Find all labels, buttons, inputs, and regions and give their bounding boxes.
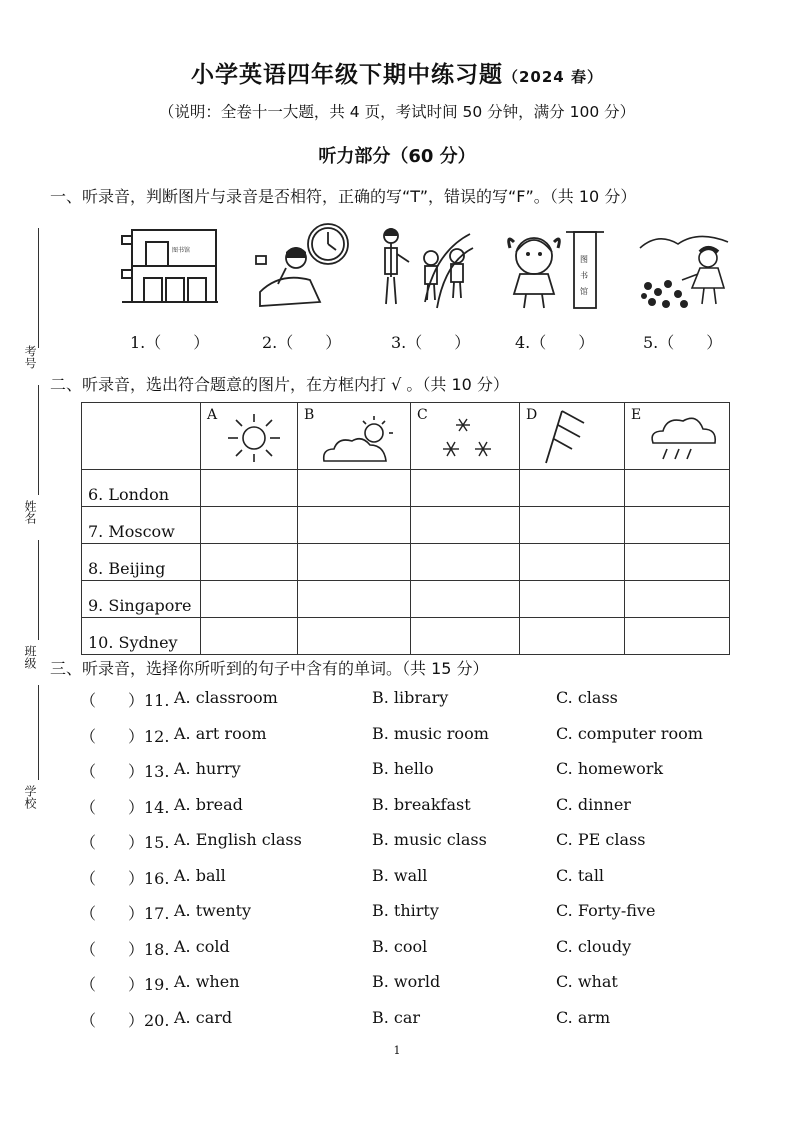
svg-text:书: 书 bbox=[580, 271, 588, 280]
answer-box[interactable] bbox=[520, 618, 625, 655]
option-a: A. ball bbox=[174, 865, 226, 885]
q5-answer[interactable]: 5.（ ） bbox=[643, 333, 723, 352]
column-letter: D bbox=[526, 407, 538, 423]
answer-box[interactable] bbox=[411, 507, 520, 544]
city-label: 6. London bbox=[82, 470, 201, 507]
option-b: B. wall bbox=[372, 865, 428, 885]
option-b: B. music class bbox=[372, 830, 487, 849]
option-c: C. Forty-five bbox=[556, 901, 656, 920]
answer-box[interactable] bbox=[411, 470, 520, 507]
question-number[interactable]: （ ）17. bbox=[80, 904, 170, 923]
snow-icon bbox=[439, 411, 499, 465]
question-number[interactable]: （ ）15. bbox=[80, 833, 170, 852]
answer-box[interactable] bbox=[520, 581, 625, 618]
question-number[interactable]: （ ）13. bbox=[80, 762, 170, 781]
answer-box[interactable] bbox=[201, 581, 298, 618]
option-b: B. world bbox=[372, 972, 441, 991]
girl-library-icon bbox=[500, 222, 605, 314]
answer-box[interactable] bbox=[411, 618, 520, 655]
table-row bbox=[82, 544, 730, 581]
city-label: 9. Singapore bbox=[82, 581, 201, 618]
option-a: A. twenty bbox=[174, 901, 252, 920]
answer-box[interactable] bbox=[298, 507, 411, 544]
two-storey-building-icon bbox=[110, 222, 220, 314]
question-number[interactable]: （ ）20. bbox=[80, 1010, 170, 1030]
section2-heading: 二、听录音，选出符合题意的图片，在方框内打 √ 。（共 10 分） bbox=[50, 375, 509, 394]
answer-box[interactable] bbox=[201, 544, 298, 581]
table-row bbox=[82, 581, 730, 618]
question-number[interactable]: （ ）11. bbox=[80, 691, 170, 710]
margin-line bbox=[38, 685, 39, 780]
answer-box[interactable] bbox=[625, 581, 730, 618]
question-row bbox=[80, 759, 720, 783]
answer-box[interactable] bbox=[625, 544, 730, 581]
margin-line bbox=[38, 228, 39, 348]
question-row bbox=[80, 972, 720, 996]
column-letter: A bbox=[207, 407, 218, 423]
q3-answer[interactable]: 3.（ ） bbox=[391, 333, 471, 352]
question-row bbox=[80, 937, 720, 961]
weather-table bbox=[81, 402, 730, 655]
option-c: C. class bbox=[556, 688, 618, 707]
option-c: C. PE class bbox=[556, 830, 646, 849]
section3-heading: 三、听录音，选择你所听到的句子中含有的单词。（共 15 分） bbox=[50, 659, 489, 678]
windy-flag-icon bbox=[542, 407, 598, 465]
teacher-students-icon bbox=[375, 222, 475, 314]
option-a: A. English class bbox=[174, 830, 302, 849]
margin-line bbox=[38, 385, 39, 495]
option-c: C. computer room bbox=[556, 723, 703, 743]
q1-answer[interactable]: 1.（ ） bbox=[130, 333, 210, 352]
answer-box[interactable] bbox=[625, 618, 730, 655]
option-c: C. tall bbox=[556, 865, 605, 885]
option-b: B. car bbox=[372, 1007, 421, 1027]
option-b: B. music room bbox=[372, 723, 489, 743]
title-year: （2024 春） bbox=[503, 68, 603, 86]
svg-text:馆: 馆 bbox=[580, 287, 588, 296]
answer-box[interactable] bbox=[520, 544, 625, 581]
answer-box[interactable] bbox=[298, 618, 411, 655]
answer-box[interactable] bbox=[298, 581, 411, 618]
question-number[interactable]: （ ）16. bbox=[80, 868, 170, 888]
question-number[interactable]: （ ）18. bbox=[80, 939, 170, 959]
instructions-note: （说明：全卷十一大题，共 4 页，考试时间 50 分钟，满分 100 分） bbox=[158, 103, 636, 121]
question-number[interactable]: （ ）12. bbox=[80, 726, 170, 746]
option-b: B. cool bbox=[372, 936, 428, 956]
answer-box[interactable] bbox=[411, 581, 520, 618]
listening-part-title: 听力部分（60 分） bbox=[318, 146, 476, 167]
answer-box[interactable] bbox=[201, 618, 298, 655]
option-a: A. bread bbox=[174, 794, 243, 814]
column-letter: E bbox=[631, 407, 642, 423]
city-label: 7. Moscow bbox=[82, 507, 201, 544]
svg-text:图: 图 bbox=[580, 255, 588, 264]
side-label-class: 班级 bbox=[23, 645, 37, 669]
page-number: 1 bbox=[393, 1044, 401, 1057]
svg-text:图书馆: 图书馆 bbox=[172, 247, 191, 254]
city-label: 10. Sydney bbox=[82, 618, 201, 655]
header-cell-e bbox=[625, 403, 730, 470]
city-label: 8. Beijing bbox=[82, 544, 201, 581]
header-cell-a bbox=[201, 403, 298, 470]
answer-box[interactable] bbox=[298, 544, 411, 581]
table-row bbox=[82, 618, 730, 655]
side-label-exam-no: 考号 bbox=[23, 345, 37, 369]
header-cell-c bbox=[411, 403, 520, 470]
rain-cloud-icon bbox=[647, 411, 719, 465]
page-title bbox=[0, 56, 794, 89]
section1-heading: 一、听录音，判断图片与录音是否相符，正确的写“T”，错误的写“F”。（共 10 分） bbox=[50, 187, 637, 206]
sun-icon bbox=[225, 411, 283, 465]
option-b: B. library bbox=[372, 688, 449, 707]
question-row bbox=[80, 901, 720, 925]
header-cell-b bbox=[298, 403, 411, 470]
option-b: B. thirty bbox=[372, 901, 439, 920]
question-number[interactable]: （ ）14. bbox=[80, 797, 170, 817]
question-number[interactable]: （ ）19. bbox=[80, 975, 170, 994]
title-text: 小学英语四年级下期中练习题 bbox=[191, 62, 503, 88]
side-label-name: 姓名 bbox=[23, 500, 37, 524]
question-row bbox=[80, 866, 720, 890]
header-cell-d bbox=[520, 403, 625, 470]
question-row bbox=[80, 1008, 720, 1032]
answer-box[interactable] bbox=[298, 470, 411, 507]
side-label-school: 学校 bbox=[23, 785, 37, 809]
option-b: B. hello bbox=[372, 759, 434, 778]
option-c: C. dinner bbox=[556, 794, 631, 814]
q4-answer[interactable]: 4.（ ） bbox=[515, 333, 595, 352]
option-a: A. classroom bbox=[174, 688, 278, 707]
answer-box[interactable] bbox=[625, 470, 730, 507]
q2-answer[interactable]: 2.（ ） bbox=[262, 333, 342, 352]
question-row bbox=[80, 688, 720, 712]
answer-box[interactable] bbox=[411, 544, 520, 581]
option-b: B. breakfast bbox=[372, 794, 471, 814]
margin-line bbox=[38, 540, 39, 640]
column-letter: B bbox=[304, 407, 315, 423]
header-blank-cell bbox=[82, 403, 201, 470]
option-c: C. cloudy bbox=[556, 936, 632, 956]
question-row bbox=[80, 724, 720, 748]
answer-box[interactable] bbox=[201, 470, 298, 507]
woman-garden-icon bbox=[638, 222, 732, 314]
table-row bbox=[82, 507, 730, 544]
column-letter: C bbox=[417, 407, 428, 423]
question-row bbox=[80, 795, 720, 819]
answer-box[interactable] bbox=[625, 507, 730, 544]
table-header-row bbox=[82, 403, 730, 470]
answer-box[interactable] bbox=[520, 507, 625, 544]
option-a: A. art room bbox=[174, 723, 267, 743]
boy-waking-clock-icon bbox=[250, 222, 355, 314]
option-c: C. arm bbox=[556, 1007, 611, 1027]
option-a: A. hurry bbox=[174, 759, 241, 778]
answer-box[interactable] bbox=[201, 507, 298, 544]
option-c: C. what bbox=[556, 972, 618, 991]
option-a: A. card bbox=[174, 1007, 233, 1027]
option-a: A. when bbox=[174, 972, 240, 991]
option-a: A. cold bbox=[174, 936, 230, 956]
answer-box[interactable] bbox=[520, 470, 625, 507]
option-c: C. homework bbox=[556, 759, 664, 778]
question-row bbox=[80, 830, 720, 854]
cloud-sun-icon bbox=[320, 413, 396, 465]
table-row bbox=[82, 470, 730, 507]
